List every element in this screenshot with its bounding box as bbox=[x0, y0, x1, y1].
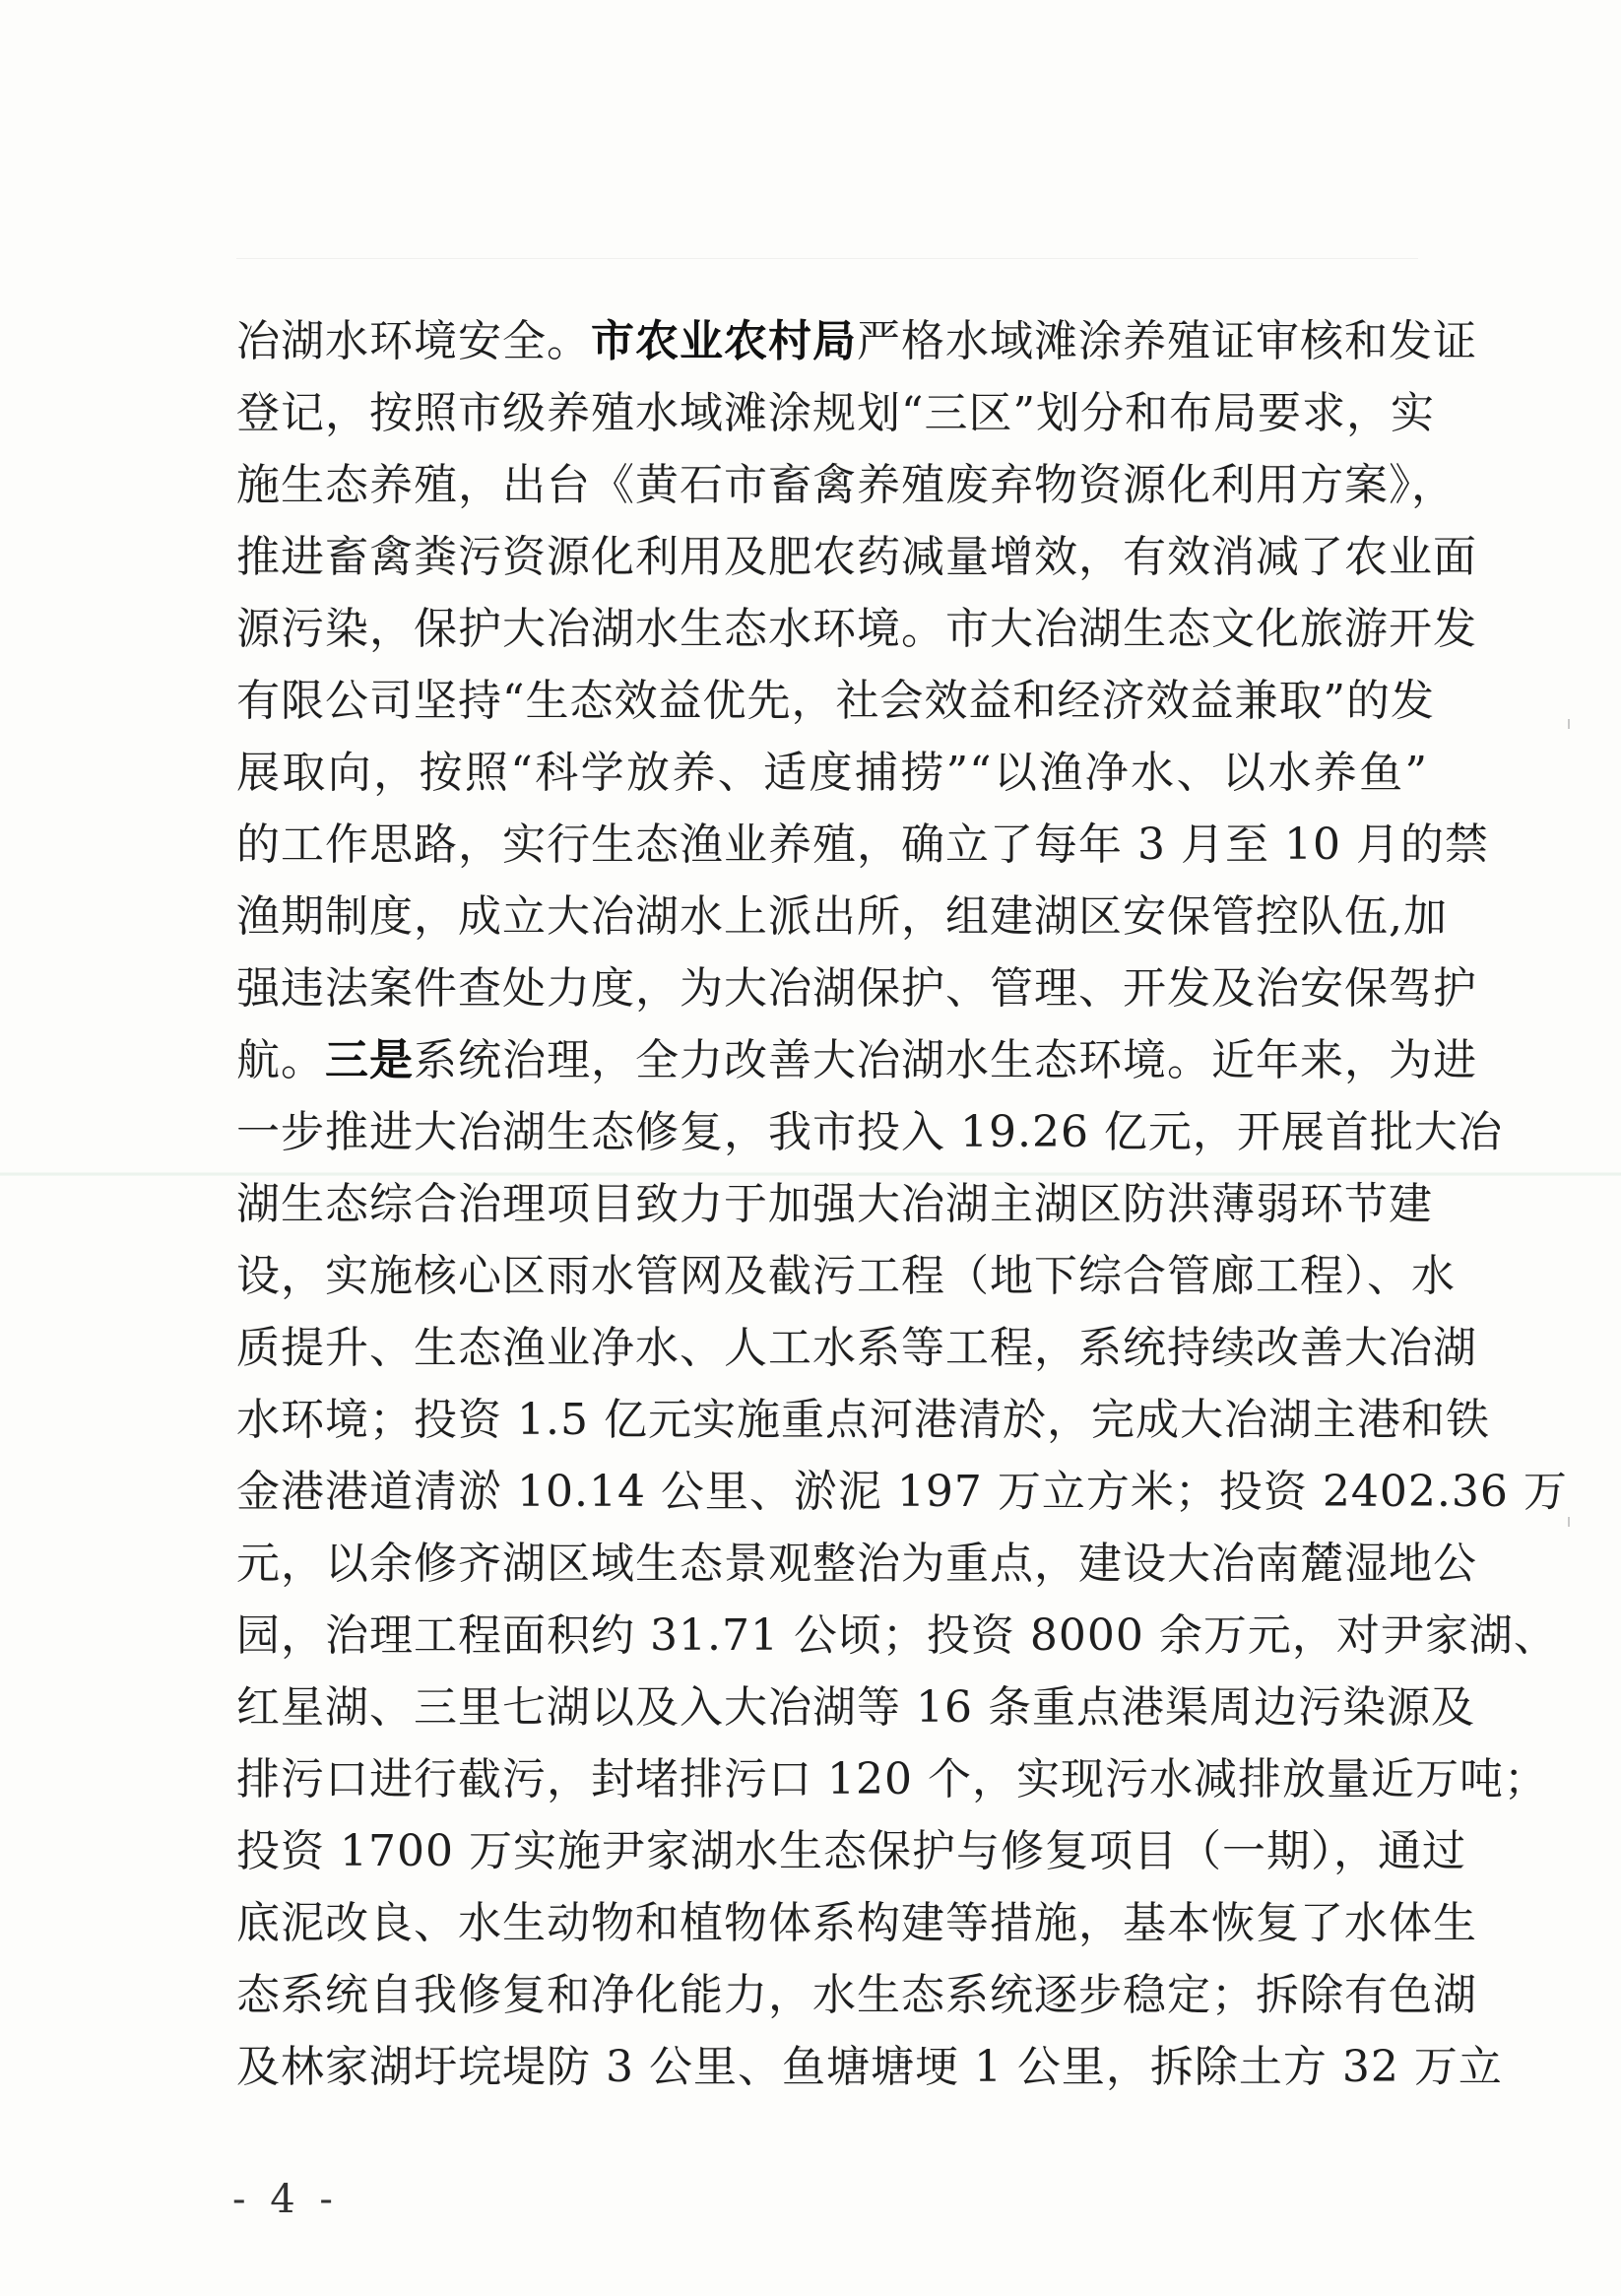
text-line bbox=[236, 1815, 1466, 1887]
body-text bbox=[236, 305, 1568, 2103]
text-line bbox=[236, 1959, 1477, 2031]
line-text: 态系统自我修复和净化能力，水生态系统逐步稳定；拆除有色湖 bbox=[236, 1970, 1477, 2020]
text-line bbox=[236, 1600, 1558, 1672]
text-line bbox=[236, 305, 1477, 377]
line-text: 金港港道清淤 10.14 公里、淤泥 197 万立方米；投资 2402.36 万 bbox=[236, 1467, 1568, 1517]
line-text: 红星湖、三里七湖以及入大冶湖等 16 条重点港渠周边污染源及 bbox=[236, 1682, 1475, 1733]
text-line bbox=[236, 1024, 1477, 1096]
line-text: 底泥改良、水生动物和植物体系构建等措施，基本恢复了水体生 bbox=[236, 1898, 1477, 1948]
emphasis-text: 三是 bbox=[325, 1035, 414, 1085]
line-text: 的工作思路，实行生态渔业养殖，确立了每年 3 月至 10 月的禁 bbox=[236, 820, 1489, 870]
line-text: 园，治理工程面积约 31.71 公顷；投资 8000 余万元，对尹家湖、 bbox=[236, 1610, 1558, 1661]
line-text: 有限公司坚持“生态效益优先，社会效益和经济效益兼取”的发 bbox=[236, 676, 1435, 726]
line-text: 一步推进大冶湖生态修复，我市投入 19.26 亿元，开展首批大冶 bbox=[236, 1107, 1503, 1157]
text-line bbox=[236, 1168, 1433, 1240]
text-line bbox=[236, 809, 1489, 881]
text-line bbox=[236, 1096, 1503, 1168]
text-line bbox=[236, 1672, 1475, 1743]
line-text: 航。 bbox=[236, 1035, 325, 1085]
text-line bbox=[236, 377, 1435, 449]
text-line bbox=[236, 2031, 1503, 2103]
text-line bbox=[236, 737, 1428, 809]
text-line bbox=[236, 1743, 1548, 1815]
scan-speck bbox=[1568, 719, 1570, 729]
text-line bbox=[236, 521, 1477, 593]
text-line bbox=[236, 665, 1435, 737]
line-text: 冶湖水环境安全。 bbox=[236, 316, 591, 366]
line-text: 展取向，按照“科学放养、适度捕捞”“以渔净水、以水养鱼” bbox=[236, 748, 1428, 798]
line-text: 系统治理，全力改善大冶湖水生态环境。近年来，为进 bbox=[414, 1035, 1477, 1085]
line-text: 推进畜禽粪污资源化利用及肥农药减量增效，有效消减了农业面 bbox=[236, 532, 1477, 582]
line-text: 水环境；投资 1.5 亿元实施重点河港清於，完成大冶湖主港和铁 bbox=[236, 1395, 1490, 1445]
line-text: 投资 1700 万实施尹家湖水生态保护与修复项目（一期），通过 bbox=[236, 1826, 1466, 1876]
text-line bbox=[236, 1312, 1477, 1384]
line-text: 质提升、生态渔业净水、人工水系等工程，系统持续改善大冶湖 bbox=[236, 1323, 1477, 1373]
text-line bbox=[236, 1240, 1456, 1312]
line-text: 严格水域滩涂养殖证审核和发证 bbox=[857, 316, 1477, 366]
text-line bbox=[236, 1528, 1477, 1600]
text-line bbox=[236, 1384, 1490, 1456]
line-text: 渔期制度，成立大冶湖水上派出所，组建湖区安保管控队伍,加 bbox=[236, 891, 1448, 942]
scan-speck bbox=[1568, 1517, 1570, 1527]
text-line bbox=[236, 1887, 1477, 1959]
text-line bbox=[236, 881, 1448, 952]
line-text: 排污口进行截污，封堵排污口 120 个，实现污水减排放量近万吨； bbox=[236, 1754, 1548, 1804]
text-line bbox=[236, 1456, 1568, 1528]
emphasis-text: 市农业农村局 bbox=[591, 316, 857, 366]
line-text: 登记，按照市级养殖水域滩涂规划“三区”划分和布局要求，实 bbox=[236, 388, 1435, 438]
text-line bbox=[236, 952, 1477, 1024]
line-text: 施生态养殖，出台《黄石市畜禽养殖废弃物资源化利用方案》， bbox=[236, 460, 1456, 510]
header-rule bbox=[236, 258, 1418, 259]
line-text: 元，以余修齐湖区域生态景观整治为重点，建设大冶南麓湿地公 bbox=[236, 1539, 1477, 1589]
line-text: 强违法案件查处力度，为大冶湖保护、管理、开发及治安保驾护 bbox=[236, 963, 1477, 1014]
page-number: - 4 - bbox=[232, 2177, 339, 2222]
text-line bbox=[236, 593, 1477, 665]
line-text: 源污染，保护大冶湖水生态水环境。市大冶湖生态文化旅游开发 bbox=[236, 604, 1477, 654]
line-text: 及林家湖圩垸堤防 3 公里、鱼塘塘埂 1 公里，拆除土方 32 万立 bbox=[236, 2042, 1503, 2092]
line-text: 设，实施核心区雨水管网及截污工程（地下综合管廊工程）、水 bbox=[236, 1251, 1456, 1301]
line-text: 湖生态综合治理项目致力于加强大冶湖主湖区防洪薄弱环节建 bbox=[236, 1179, 1433, 1229]
text-line bbox=[236, 449, 1456, 521]
